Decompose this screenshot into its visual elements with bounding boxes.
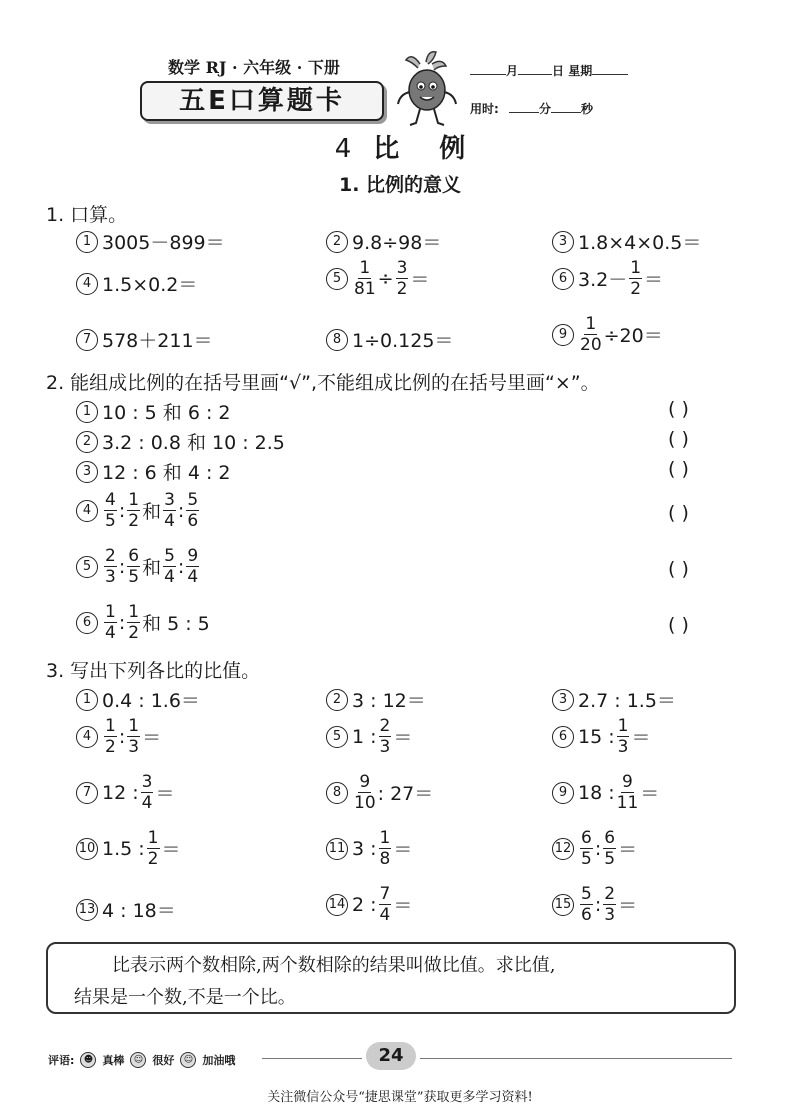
second-blank[interactable] <box>551 100 581 113</box>
time-label: 用时: <box>470 102 499 116</box>
s3-item-13: 13 4 : 18＝ <box>76 896 176 923</box>
footer-rule-left <box>262 1058 362 1059</box>
s2-item-6: 6 $\frac{1}{4}$ : $\frac{1}{2}$ 和 5 : 5 <box>76 602 210 643</box>
answer-paren-6[interactable]: ( ) <box>668 614 689 636</box>
section-1-heading: 1. 口算。 <box>46 204 128 226</box>
time-line <box>470 100 593 117</box>
section-3-heading: 3. 写出下列各比的比值。 <box>46 660 261 682</box>
s1-item-8: 8 1÷0.125＝ <box>326 326 453 353</box>
s1-item-4: 4 1.5×0.2＝ <box>76 270 197 297</box>
rating-great[interactable]: 真棒 <box>102 1054 125 1067</box>
s3-item-11: 11 3 : $\frac{1}{8}$ ＝ <box>326 828 412 869</box>
title-char-2: 例 <box>439 134 466 164</box>
answer-paren-2[interactable]: ( ) <box>668 428 689 450</box>
lesson-subtitle: 1. 比例的意义 <box>338 174 462 196</box>
s3-item-3: 3 2.7 : 1.5＝ <box>552 686 676 713</box>
s1-item-9: 9 $\frac{1}{20}$ ÷20＝ <box>552 314 663 355</box>
s2-item-3: 3 12 : 6 和 4 : 2 <box>76 458 230 485</box>
minute-label: 分 <box>539 102 552 116</box>
s2-item-5: 5 $\frac{2}{3}$ : $\frac{6}{5}$ 和 $\frac{5}{4}$ : $\frac{9}{4}$ <box>76 546 201 587</box>
s3-item-6: 6 15 : $\frac{1}{3}$ ＝ <box>552 716 650 757</box>
mascot-icon <box>392 50 462 130</box>
s1-item-2: 2 9.8÷98＝ <box>326 228 441 255</box>
second-label: 秒 <box>581 102 594 116</box>
page-number: 24 <box>366 1042 416 1070</box>
s3-item-7: 7 12 : $\frac{3}{4}$ ＝ <box>76 772 174 813</box>
tip-line-2: 结果是一个数,不是一个比。 <box>74 987 296 1008</box>
tip-text <box>74 950 724 1014</box>
s3-item-1: 1 0.4 : 1.6＝ <box>76 686 200 713</box>
tip-line-1: 比表示两个数相除,两个数相除的结果叫做比值。求比值, <box>112 955 556 976</box>
s3-item-12: 12 $\frac{6}{5}$ : $\frac{6}{5}$ ＝ <box>552 828 637 869</box>
rating-keep-going[interactable]: 加油哦 <box>202 1054 236 1067</box>
chapter-number: 4 <box>334 134 352 164</box>
weekday-label: 星期 <box>568 64 593 78</box>
s1-item-1: 1 3005－899＝ <box>76 228 225 255</box>
evaluation-row <box>48 1052 235 1068</box>
weekday-blank[interactable] <box>592 62 628 75</box>
s3-item-2: 2 3 : 12＝ <box>326 686 426 713</box>
s3-item-9: 9 18 : $\frac{9}{11}$ ＝ <box>552 772 659 813</box>
answer-paren-1[interactable]: ( ) <box>668 398 689 420</box>
month-label: 月 <box>506 64 519 78</box>
date-line <box>470 62 628 79</box>
month-blank[interactable] <box>470 62 506 75</box>
s1-item-5: 5 $\frac{1}{81}$ ÷ $\frac{3}{2}$ ＝ <box>326 258 429 299</box>
card-banner <box>140 81 384 121</box>
banner-title: 五E口算题卡 <box>179 86 345 116</box>
answer-paren-5[interactable]: ( ) <box>668 558 689 580</box>
answer-paren-3[interactable]: ( ) <box>668 458 689 480</box>
s1-item-3: 3 1.8×4×0.5＝ <box>552 228 701 255</box>
s2-item-1: 1 10 : 5 和 6 : 2 <box>76 398 230 425</box>
day-label: 日 <box>552 64 565 78</box>
s3-item-15: 15 $\frac{5}{6}$ : $\frac{2}{3}$ ＝ <box>552 884 637 925</box>
s2-item-4: 4 $\frac{4}{5}$ : $\frac{1}{2}$ 和 $\frac{3}{4}$ : $\frac{5}{6}$ <box>76 490 201 531</box>
series-label: 数学 RJ · 六年级 · 下册 <box>168 58 340 77</box>
promo-text: 关注微信公众号“捷思课堂”获取更多学习资料! <box>267 1090 533 1105</box>
s1-item-6: 6 3.2－ $\frac{1}{2}$ ＝ <box>552 258 663 299</box>
s1-item-7: 7 578＋211＝ <box>76 326 213 353</box>
grin-face-icon[interactable]: ☻ <box>80 1052 96 1068</box>
answer-paren-4[interactable]: ( ) <box>668 502 689 524</box>
s3-item-10: 10 1.5 : $\frac{1}{2}$ ＝ <box>76 828 181 869</box>
cheer-face-icon[interactable]: ☺ <box>180 1052 196 1068</box>
section-2-heading: 2. 能组成比例的在括号里画“√”,不能组成比例的在括号里画“×”。 <box>46 372 600 394</box>
evaluation-label: 评语: <box>48 1054 75 1067</box>
s3-item-14: 14 2 : $\frac{7}{4}$ ＝ <box>326 884 412 925</box>
rating-good[interactable]: 很好 <box>152 1054 175 1067</box>
minute-blank[interactable] <box>509 100 539 113</box>
day-blank[interactable] <box>518 62 552 75</box>
footer-rule-right <box>420 1058 732 1059</box>
s3-item-5: 5 1 : $\frac{2}{3}$ ＝ <box>326 716 412 757</box>
title-char-1: 比 <box>373 134 400 164</box>
page-title <box>0 128 800 165</box>
s3-item-4: 4 $\frac{1}{2}$ : $\frac{1}{3}$ ＝ <box>76 716 161 757</box>
s2-item-2: 2 3.2 : 0.8 和 10 : 2.5 <box>76 428 285 455</box>
smile-face-icon[interactable]: ☺ <box>130 1052 146 1068</box>
s3-item-8: 8 $\frac{9}{10}$ : 27＝ <box>326 772 433 813</box>
